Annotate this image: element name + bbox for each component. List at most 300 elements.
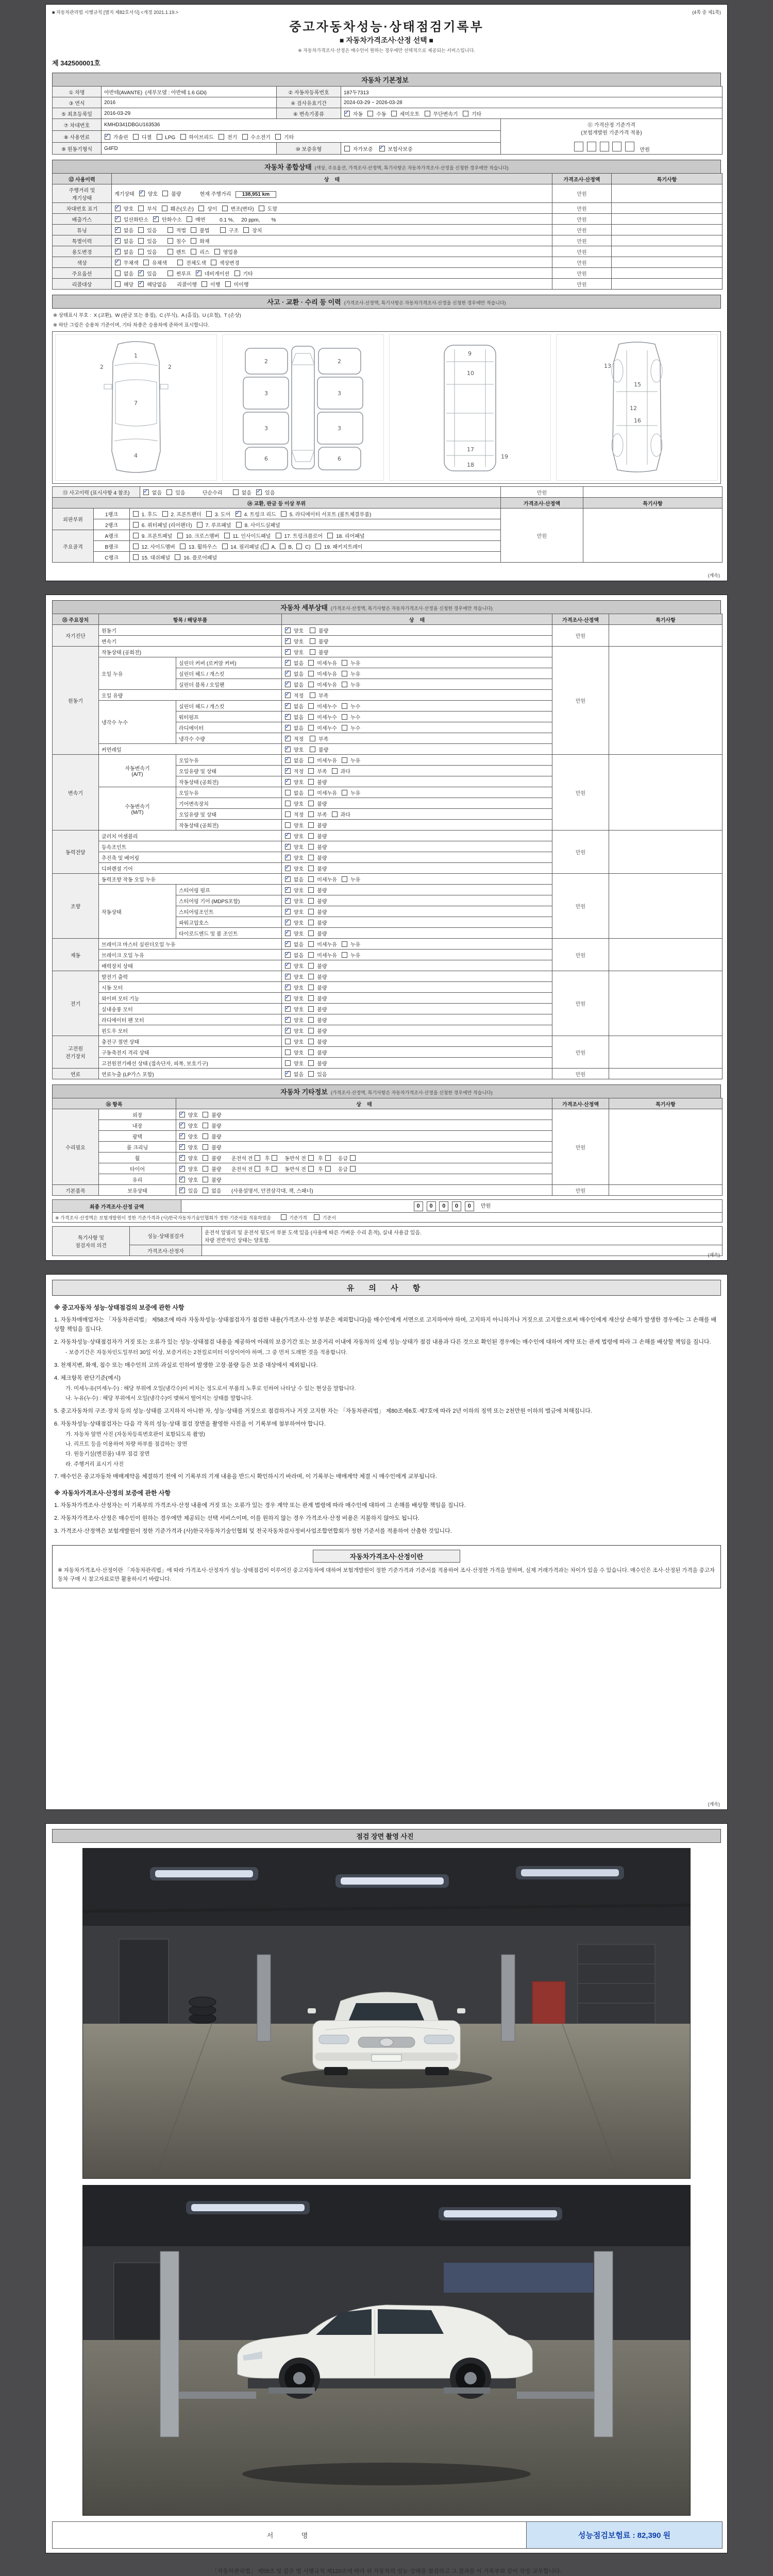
price-definition-box	[52, 1545, 721, 1588]
checkbox-group-cell[interactable]: ✓ 없음 미세누수 누수	[282, 711, 552, 722]
checkbox-unchecked[interactable]	[463, 111, 468, 116]
checkbox-unchecked[interactable]	[308, 985, 314, 990]
checkbox-unchecked[interactable]	[143, 260, 149, 265]
checkbox-group-cell[interactable]: ✓ 양호 불량	[282, 895, 552, 906]
checkbox-group-cell[interactable]: ✓ 없음 미세누유 누유	[282, 755, 552, 766]
checkbox-unchecked[interactable]	[367, 111, 373, 116]
checkbox-unchecked[interactable]	[308, 1028, 314, 1033]
checkbox-unchecked[interactable]	[180, 544, 186, 549]
table-cell: 원동기	[53, 647, 99, 755]
checkbox-unchecked[interactable]	[342, 671, 347, 676]
checkbox-group-cell[interactable]: ✓ 양호 불량	[282, 917, 552, 928]
checkbox-group-cell[interactable]: 양호 불량	[282, 1047, 552, 1058]
checkbox-checked[interactable]	[153, 216, 159, 222]
checkbox-unchecked[interactable]	[280, 544, 285, 549]
checkbox-unchecked[interactable]	[308, 822, 314, 828]
checkbox-unchecked[interactable]	[308, 779, 314, 785]
checkbox-checked[interactable]	[115, 238, 121, 244]
checkbox-unchecked[interactable]	[342, 682, 347, 687]
svg-text:2: 2	[168, 364, 172, 370]
checkbox-checked[interactable]	[285, 930, 291, 936]
checkbox-group-cell[interactable]: ✓ 일산화탄소 ✓ 탄화수소 매연 0.1 %, 20 ppm, %	[112, 214, 552, 225]
table-cell: 워터펌프	[176, 711, 282, 722]
checkbox-group-cell[interactable]: ✓ 양호 불량	[282, 1014, 552, 1025]
checkbox-group-cell[interactable]: ✓ 양호 불량	[282, 776, 552, 787]
checkbox-unchecked[interactable]	[325, 1166, 331, 1172]
checkbox-group-cell[interactable]: ✓ 양호 부식 훼손(오손) 상이 변조(변타) 도말	[112, 203, 552, 214]
checkbox-unchecked[interactable]	[203, 1155, 208, 1161]
checkbox-unchecked[interactable]	[310, 736, 315, 741]
checkbox-unchecked[interactable]	[220, 227, 226, 233]
checkbox-checked[interactable]	[285, 725, 291, 731]
checkbox-unchecked[interactable]	[308, 1039, 314, 1044]
checkbox-group-cell[interactable]: ✓ 양호 불량	[282, 885, 552, 895]
checkbox-group-cell[interactable]: ※ 가격조사·산정액은 보험개발원이 정한 기준가격과 (사)한국자동차기술인협회가 정한 기준서를 적용하였음 기준가격 기준서	[53, 1213, 722, 1223]
checkbox-unchecked[interactable]	[259, 206, 264, 211]
checkbox-group-cell[interactable]: 적정 부족 과다	[282, 809, 552, 820]
checkbox-unchecked[interactable]	[222, 206, 228, 211]
notice-section-heading: ※ 중고자동차 성능·상태점검의 보증에 관한 사항	[54, 1304, 184, 1311]
checkbox-checked[interactable]	[379, 146, 385, 151]
table-cell: ⑨ 원동기형식	[53, 143, 102, 155]
checkbox-unchecked[interactable]	[191, 227, 196, 233]
checkbox-group-cell[interactable]: ✓ 양호 불량	[282, 1004, 552, 1014]
checkbox-unchecked[interactable]	[342, 790, 347, 795]
checkbox-checked[interactable]	[256, 489, 262, 495]
checkbox-checked[interactable]	[179, 1112, 185, 1117]
checkbox-unchecked[interactable]	[138, 238, 144, 244]
checkbox-group-cell[interactable]: ✓ 양호 불량	[282, 831, 552, 841]
checkbox-unchecked[interactable]	[310, 638, 315, 644]
checkbox-checked[interactable]	[285, 887, 291, 893]
checkbox-checked[interactable]	[285, 703, 291, 709]
checkbox-checked[interactable]	[285, 963, 291, 969]
checkbox-checked[interactable]	[285, 671, 291, 676]
checkbox-unchecked[interactable]	[308, 1166, 314, 1172]
checkbox-group-cell[interactable]: ✓ 적정 부족 과다	[282, 766, 552, 776]
odometer-row[interactable]: 계기상태 ✓ 양호 불량 현재 주행거리 138,951 km	[112, 184, 552, 203]
checkbox-unchecked[interactable]	[308, 1071, 314, 1077]
checkbox-unchecked[interactable]	[219, 134, 224, 140]
checkbox-unchecked[interactable]	[255, 1166, 260, 1172]
checkbox-unchecked[interactable]	[308, 1155, 314, 1161]
checkbox-unchecked[interactable]	[285, 1049, 291, 1055]
checkbox-unchecked[interactable]	[308, 768, 314, 774]
checkbox-unchecked[interactable]	[191, 249, 196, 255]
checkbox-unchecked[interactable]	[308, 790, 314, 795]
checkbox-unchecked[interactable]	[281, 511, 287, 517]
table-cell: 만원	[552, 257, 612, 268]
checkbox-group-cell[interactable]: ✓ 없음 미세누유 누유	[282, 668, 552, 679]
checkbox-unchecked[interactable]	[308, 898, 314, 904]
checkbox-unchecked[interactable]	[263, 544, 268, 549]
checkbox-unchecked[interactable]	[344, 146, 350, 151]
checkbox-checked[interactable]	[285, 941, 291, 947]
checkbox-unchecked[interactable]	[191, 238, 196, 244]
checkbox-unchecked[interactable]	[203, 1188, 208, 1193]
checkbox-unchecked[interactable]	[133, 511, 139, 517]
checkbox-checked[interactable]	[179, 1177, 185, 1182]
checkbox-unchecked[interactable]	[162, 511, 168, 517]
checkbox-checked[interactable]	[285, 628, 291, 633]
checkbox-group-cell[interactable]: ✓ 양호 불량	[282, 1025, 552, 1036]
table-cell	[609, 874, 722, 939]
table-cell: 오일누유	[176, 787, 282, 798]
checkbox-unchecked[interactable]	[308, 1060, 314, 1066]
table-cell: 만원	[552, 1036, 609, 1069]
checkbox-unchecked[interactable]	[157, 134, 162, 140]
checkbox-unchecked[interactable]	[222, 544, 228, 549]
checkbox-group-cell[interactable]: 없음 ✓ 있음 썬루프 ✓ 네비게이션 기타	[112, 268, 552, 279]
checkbox-unchecked[interactable]	[308, 757, 314, 763]
checkbox-checked[interactable]	[285, 1017, 291, 1023]
checkbox-unchecked[interactable]	[308, 811, 314, 817]
checkbox-unchecked[interactable]	[308, 671, 314, 676]
checkbox-unchecked[interactable]	[133, 533, 139, 538]
checkbox-checked[interactable]	[105, 134, 110, 140]
checkbox-unchecked[interactable]	[133, 522, 139, 528]
checkbox-group-cell[interactable]: ✓ 없음 미세누유 누유	[282, 679, 552, 690]
checkbox-unchecked[interactable]	[342, 703, 347, 709]
checkbox-checked[interactable]	[115, 249, 121, 255]
checkbox-unchecked[interactable]	[342, 757, 347, 763]
checkbox-unchecked[interactable]	[342, 660, 347, 666]
checkbox-unchecked[interactable]	[177, 260, 183, 265]
checkbox-unchecked[interactable]	[177, 533, 183, 538]
checkbox-unchecked[interactable]	[342, 941, 347, 947]
checkbox-unchecked[interactable]	[133, 554, 139, 560]
checkbox-unchecked[interactable]	[203, 1112, 208, 1117]
checkbox-unchecked[interactable]	[133, 134, 139, 140]
checkbox-unchecked[interactable]	[308, 801, 314, 806]
checkbox-unchecked[interactable]	[350, 1155, 356, 1161]
checkbox-group-cell[interactable]: ✓ 없음 미세누유 누유	[282, 874, 552, 885]
checkbox-unchecked[interactable]	[342, 876, 347, 882]
checkbox-checked[interactable]	[285, 649, 291, 655]
checkbox-checked[interactable]	[285, 876, 291, 882]
checkbox-unchecked[interactable]	[175, 554, 180, 560]
checkbox-group-cell[interactable]: ✓ 양호 불량	[282, 993, 552, 1004]
table-cell: 윈도우 모터	[99, 1025, 282, 1036]
checkbox-group-cell[interactable]: 9. 프론트패널 10. 크로스멤버 11. 인사이드패널 17. 트렁크플로어 18. 리어패널	[130, 530, 501, 541]
checkbox-unchecked[interactable]	[115, 270, 121, 276]
checkbox-unchecked[interactable]	[332, 811, 338, 817]
checkbox-unchecked[interactable]	[285, 801, 291, 806]
checkbox-group-cell[interactable]: 없음 미세누유 누유	[282, 787, 552, 798]
checkbox-group-cell[interactable]: ✓ 없음 있음 침수 화재	[112, 235, 552, 246]
checkbox-group-cell[interactable]: 양호 불량	[282, 798, 552, 809]
checkbox-group-cell[interactable]: ✓ 무채색 유채색 전체도색 색상변경	[112, 257, 552, 268]
checkbox-unchecked[interactable]	[138, 249, 144, 255]
checkbox-group-cell[interactable]: ✓ 가솔린 디젤 LPG 하이브리드 전기 수소전기 기타	[102, 131, 501, 143]
checkbox-group-cell[interactable]: ✓ 양호 불량	[176, 1120, 552, 1131]
checkbox-group-cell[interactable]: ✓ 자동 수동 세미오토 무단변속기 기타	[341, 108, 722, 119]
checkbox-group-cell[interactable]: ✓ 없음 있음	[282, 1069, 552, 1079]
checkbox-group-cell[interactable]: ✓ 양호 불량	[282, 863, 552, 874]
document-subtitle: ■ 자동차가격조사·산정 선택 ■	[339, 36, 433, 44]
checkbox-group-cell[interactable]: 양호 불량	[282, 1058, 552, 1069]
checkbox-group-cell[interactable]: ✓ 없음 미세누유 누유	[282, 657, 552, 668]
checkbox-unchecked[interactable]	[225, 281, 231, 287]
svg-text:3: 3	[264, 390, 268, 397]
checkbox-group-cell[interactable]: ✓ 없음 미세누수 누수	[282, 701, 552, 711]
checkbox-unchecked[interactable]	[166, 489, 172, 495]
checkbox-checked[interactable]	[285, 985, 291, 990]
checkbox-unchecked[interactable]	[315, 544, 321, 549]
checkbox-unchecked[interactable]	[272, 1155, 277, 1161]
checkbox-group-cell[interactable]: ✓ 양호 불량	[282, 982, 552, 993]
checkbox-unchecked[interactable]	[308, 876, 314, 882]
checkbox-group-cell[interactable]: ✓ 적정 부족	[282, 733, 552, 744]
checkbox-unchecked[interactable]	[308, 844, 314, 850]
checkbox-group-cell[interactable]: ✓ 양호 불량	[176, 1131, 552, 1142]
checkbox-group-cell[interactable]: ✓ 없음 있음 렌트 리스 영업용	[112, 246, 552, 257]
checkbox-group-cell[interactable]: ✓ 양호 불량	[282, 906, 552, 917]
checkbox-group-cell[interactable]: 12. 사이드멤버 13. 휠하우스 14. 필러패널 ( A, B, C) 19. 패키지트레이	[130, 541, 501, 552]
checkbox-unchecked[interactable]	[285, 1060, 291, 1066]
checkbox-unchecked[interactable]	[308, 725, 314, 731]
table-cell: 만원	[552, 971, 609, 1036]
checkbox-checked[interactable]	[115, 216, 121, 222]
checkbox-unchecked[interactable]	[197, 522, 203, 528]
checkbox-group-cell[interactable]: 1. 후드 2. 프론트펜더 3. 도어 ✓ 4. 트렁크 리드 5. 라디에이터 서포트 (볼트체결부품)	[130, 509, 501, 519]
checkbox-checked[interactable]	[285, 660, 291, 666]
checkbox-group-cell[interactable]: 양호 불량	[282, 1036, 552, 1047]
checkbox-group-cell[interactable]: ✓ 양호 불량	[282, 636, 552, 647]
checkbox-group-cell[interactable]: ✓ 있음 없음 (사용설명서, 안전삼각대, 잭, 스패너)	[176, 1185, 552, 1196]
table-cell: 연료	[53, 1069, 99, 1079]
checkbox-unchecked[interactable]	[187, 216, 192, 222]
checkbox-unchecked[interactable]	[198, 206, 204, 211]
checkbox-unchecked[interactable]	[206, 511, 212, 517]
checkbox-unchecked[interactable]	[308, 1049, 314, 1055]
checkbox-unchecked[interactable]	[285, 790, 291, 795]
checkbox-unchecked[interactable]	[308, 682, 314, 687]
checkbox-checked[interactable]	[196, 270, 201, 276]
checkbox-group-cell[interactable]: ✓ 양호 불량 운전석 전 후 동반석 전 후 응급	[176, 1153, 552, 1163]
checkbox-unchecked[interactable]	[203, 1177, 208, 1182]
checkbox-group-cell[interactable]: ✓ 양호 불량	[282, 971, 552, 982]
checkbox-checked[interactable]	[344, 111, 350, 116]
checkbox-checked[interactable]	[285, 974, 291, 979]
checkbox-unchecked[interactable]	[310, 649, 315, 655]
checkbox-group-cell[interactable]: ✓ 없음 있음 적법 불법 구조 장치	[112, 225, 552, 235]
checkbox-unchecked[interactable]	[332, 768, 338, 774]
checkbox-group-cell[interactable]: 6. 쿼터패널 (리어펜더) 7. 루프패널 8. 사이드실패널	[130, 519, 501, 530]
checkbox-checked[interactable]	[115, 260, 121, 265]
checkbox-unchecked[interactable]	[211, 260, 216, 265]
checkbox-checked[interactable]	[285, 682, 291, 687]
checkbox-checked[interactable]	[285, 638, 291, 644]
table-cell: 자기진단	[53, 625, 99, 647]
checkbox-unchecked[interactable]	[308, 963, 314, 969]
checkbox-unchecked[interactable]	[203, 1133, 208, 1139]
checkbox-unchecked[interactable]	[310, 628, 315, 633]
checkbox-unchecked[interactable]	[281, 1214, 287, 1220]
checkbox-unchecked[interactable]	[296, 544, 302, 549]
checkbox-checked[interactable]	[285, 757, 291, 763]
checkbox-checked[interactable]	[179, 1133, 185, 1139]
checkbox-unchecked[interactable]	[162, 191, 168, 196]
checkbox-unchecked[interactable]	[255, 1155, 260, 1161]
checkbox-group-cell[interactable]: ✓ 양호 불량	[176, 1109, 552, 1120]
checkbox-unchecked[interactable]	[350, 1166, 356, 1172]
checkbox-checked[interactable]	[285, 898, 291, 904]
checkbox-unchecked[interactable]	[138, 227, 144, 233]
checkbox-unchecked[interactable]	[115, 281, 121, 287]
checkbox-checked[interactable]	[138, 270, 144, 276]
checkbox-unchecked[interactable]	[308, 855, 314, 860]
checkbox-group-cell[interactable]: ✓ 양호 불량	[282, 852, 552, 863]
checkbox-unchecked[interactable]	[325, 1155, 331, 1161]
checkbox-unchecked[interactable]	[242, 134, 248, 140]
checkbox-unchecked[interactable]	[233, 489, 239, 495]
checkbox-unchecked[interactable]	[167, 270, 173, 276]
checkbox-checked[interactable]	[285, 844, 291, 850]
checkbox-group-cell[interactable]: ✓ 양호 불량	[282, 928, 552, 939]
checkbox-checked[interactable]	[139, 191, 145, 196]
checkbox-unchecked[interactable]	[308, 941, 314, 947]
checkbox-unchecked[interactable]	[162, 206, 167, 211]
checkbox-group-cell[interactable]: ✓ 없음 미세누수 누수	[282, 722, 552, 733]
checkbox-unchecked[interactable]	[308, 920, 314, 925]
checkbox-checked[interactable]	[285, 866, 291, 871]
checkbox-unchecked[interactable]	[308, 660, 314, 666]
checkbox-group-cell[interactable]: 해당 ✓ 해당없음 리콜이행 이행 미이행	[112, 279, 552, 290]
checkbox-checked[interactable]	[285, 1006, 291, 1012]
checkbox-unchecked[interactable]	[203, 1166, 208, 1172]
checkbox-checked[interactable]	[236, 511, 241, 517]
checkbox-group-cell[interactable]: ✓ 양호 불량	[282, 744, 552, 755]
checkbox-group-cell[interactable]: 자가보증 ✓ 보험사보증	[341, 143, 501, 155]
notice-subitem: 가. 자동차 앞면 사진 (자동차등록번호판이 포함되도록 촬영)	[65, 1431, 205, 1437]
checkbox-unchecked[interactable]	[285, 822, 291, 828]
checkbox-group-cell[interactable]: ✓ 양호 불량	[176, 1174, 552, 1185]
checkbox-group-cell[interactable]: ✓ 양호 불량	[282, 647, 552, 657]
checkbox-checked[interactable]	[285, 692, 291, 698]
checkbox-unchecked[interactable]	[308, 833, 314, 839]
checkbox-group-cell[interactable]: ✓ 양호 불량	[282, 841, 552, 852]
checkbox-unchecked[interactable]	[272, 1166, 277, 1172]
checkbox-checked[interactable]	[285, 952, 291, 958]
checkbox-checked[interactable]	[115, 206, 121, 211]
checkbox-checked[interactable]	[179, 1155, 185, 1161]
table-cell: 만원	[552, 235, 612, 246]
checkbox-unchecked[interactable]	[167, 249, 173, 255]
checkbox-unchecked[interactable]	[342, 725, 347, 731]
checkbox-checked[interactable]	[115, 227, 121, 233]
checkbox-checked[interactable]	[285, 920, 291, 925]
checkbox-unchecked[interactable]	[308, 995, 314, 1001]
checkbox-unchecked[interactable]	[308, 974, 314, 979]
checkbox-unchecked[interactable]	[310, 747, 315, 752]
checkbox-checked[interactable]	[285, 1028, 291, 1033]
checkbox-checked[interactable]	[285, 995, 291, 1001]
checkbox-unchecked[interactable]	[391, 111, 397, 116]
checkbox-checked[interactable]	[285, 1071, 291, 1077]
checkbox-checked[interactable]	[285, 714, 291, 720]
checkbox-unchecked[interactable]	[167, 238, 173, 244]
checkbox-unchecked[interactable]	[275, 134, 281, 140]
checkbox-group-cell[interactable]: ✓ 양호 불량	[282, 960, 552, 971]
checkbox-unchecked[interactable]	[138, 206, 144, 211]
checkbox-unchecked[interactable]	[310, 692, 315, 698]
checkbox-unchecked[interactable]	[308, 866, 314, 871]
diagram-note-legend: ※ 하단 그림은 승용차 기준이며, 기타 차종은 승용차에 준하여 표시합니다.	[53, 323, 210, 328]
checkbox-checked[interactable]	[179, 1188, 185, 1193]
checkbox-unchecked[interactable]	[308, 930, 314, 936]
checkbox-checked[interactable]	[285, 779, 291, 785]
checkbox-unchecked[interactable]	[308, 703, 314, 709]
document-title-note: ※ 자동차가격조사·산정은 매수인이 원하는 경우에만 선택적으로 제공되는 서비스입니다.	[298, 48, 475, 53]
checkbox-unchecked[interactable]	[234, 270, 240, 276]
checkbox-group-cell[interactable]: 양호 불량	[282, 820, 552, 831]
checkbox-group-cell[interactable]: ✓ 양호 불량 운전석 전 후 동반석 전 후 응급	[176, 1163, 552, 1174]
checkbox-unchecked[interactable]	[308, 1017, 314, 1023]
checkbox-unchecked[interactable]	[214, 249, 220, 255]
checkbox-checked[interactable]	[179, 1166, 185, 1172]
accident-history-row	[52, 486, 721, 498]
table-cell	[609, 647, 722, 755]
table-cell: 광택	[99, 1131, 176, 1142]
checkbox-group-cell[interactable]: ✓ 적정 부족	[282, 690, 552, 701]
checkbox-unchecked[interactable]	[180, 134, 186, 140]
checkbox-checked[interactable]	[285, 833, 291, 839]
checkbox-unchecked[interactable]	[314, 1214, 320, 1220]
checkbox-unchecked[interactable]	[224, 533, 230, 538]
checkbox-checked[interactable]	[285, 855, 291, 860]
notice-item: 2. 자동차성능·상태점검자가 거짓 또는 오류가 있는 성능·상태점검 내용을 제공하여 아래의 보증기간 또는 보증거리 이내에 자동차의 실제 성능·상태가 점검 내용과 다른 것으로 확인된 경우에는 매수인에 대하여 계약 또는 관계 법령에 따라 그 손해를 배상할 책임을 집니다.	[54, 1339, 711, 1346]
checkbox-checked[interactable]	[143, 489, 149, 495]
checkbox-unchecked[interactable]	[308, 909, 314, 914]
checkbox-group-cell[interactable]: ✓ 없음 있음 단순수리 없음 ✓ 있음	[140, 487, 501, 498]
checkbox-unchecked[interactable]	[308, 1006, 314, 1012]
checkbox-unchecked[interactable]	[201, 281, 207, 287]
checkbox-unchecked[interactable]	[425, 111, 430, 116]
checkbox-checked[interactable]	[285, 736, 291, 741]
checkbox-unchecked[interactable]	[203, 1123, 208, 1128]
section-note: (색상, 주요옵션, 가격조사·산정액, 특기사항은 자동차가격조사·산정을 신청한 경우에만 적습니다)	[314, 165, 509, 171]
checkbox-unchecked[interactable]	[308, 887, 314, 893]
checkbox-checked[interactable]	[179, 1123, 185, 1128]
checkbox-group-cell[interactable]: 15. 대쉬패널 16. 플로어패널	[130, 552, 501, 563]
checkbox-checked[interactable]	[285, 747, 291, 752]
checkbox-unchecked[interactable]	[285, 811, 291, 817]
checkbox-unchecked[interactable]	[342, 714, 347, 720]
checkbox-group-cell[interactable]: ✓ 양호 불량	[282, 625, 552, 636]
checkbox-unchecked[interactable]	[203, 1144, 208, 1150]
checkbox-unchecked[interactable]	[243, 227, 249, 233]
section-bar-accident-history	[52, 295, 721, 309]
checkbox-unchecked[interactable]	[236, 522, 242, 528]
checkbox-unchecked[interactable]	[308, 714, 314, 720]
checkbox-unchecked[interactable]	[285, 1039, 291, 1044]
checkbox-unchecked[interactable]	[276, 533, 281, 538]
checkbox-unchecked[interactable]	[167, 227, 173, 233]
checkbox-checked[interactable]	[285, 768, 291, 774]
checkbox-unchecked[interactable]	[327, 533, 333, 538]
checkbox-group-cell[interactable]: ✓ 양호 불량	[176, 1142, 552, 1153]
checkbox-checked[interactable]	[285, 909, 291, 914]
checkbox-unchecked[interactable]	[133, 544, 139, 549]
inspector-opinion-text: 운전석 앞필러 및 운전석 뒷도어 부분 도색 있음 (사용에 따른 가벼운 수리 흔적), 실내 사용감 있음. 차량 전반적인 상태는 양호함.	[202, 1227, 722, 1245]
checkbox-unchecked[interactable]	[342, 952, 347, 958]
checkbox-checked[interactable]	[179, 1144, 185, 1150]
checkbox-unchecked[interactable]	[308, 952, 314, 958]
checkbox-group-cell[interactable]: ✓ 없음 미세누유 누유	[282, 950, 552, 960]
checkbox-group-cell[interactable]: ✓ 없음 미세누유 누유	[282, 939, 552, 950]
checkbox-checked[interactable]	[138, 281, 144, 287]
